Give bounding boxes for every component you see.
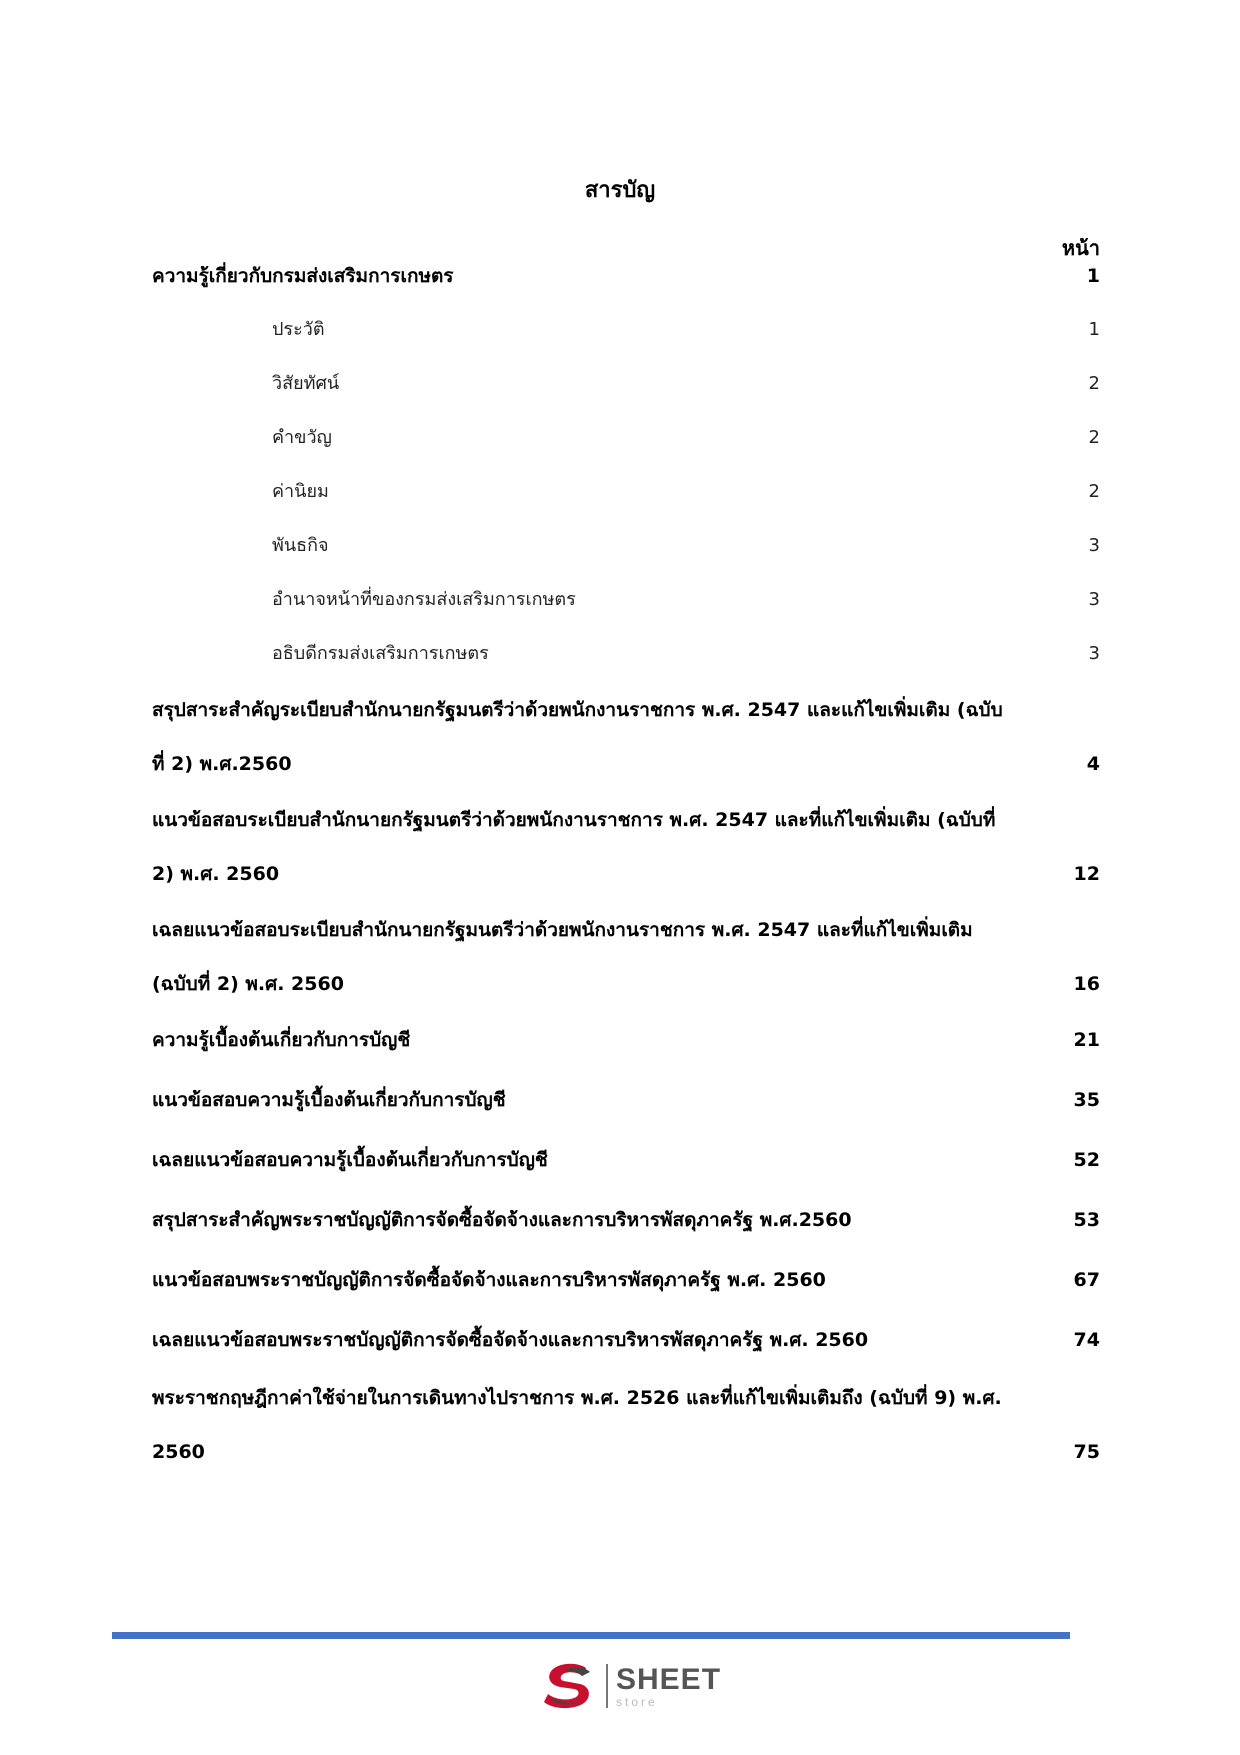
toc-entry-page: 4 xyxy=(1086,753,1100,775)
toc-entry-page: 67 xyxy=(1073,1269,1100,1291)
dot-leader xyxy=(208,1443,1071,1462)
toc-entry-title: วิสัยทัศน์ xyxy=(272,373,340,394)
toc-entry-page: 52 xyxy=(1073,1149,1100,1171)
toc-entry-title: (ฉบับที่ 2) พ.ศ. 2560 xyxy=(152,973,344,995)
logo-subword: store xyxy=(616,1694,658,1709)
toc-entry-title: อธิบดีกรมส่งเสริมการเกษตร xyxy=(272,643,489,664)
toc-entry-title: 2) พ.ศ. 2560 xyxy=(152,863,280,885)
dot-leader xyxy=(413,1031,1070,1050)
toc-entry-title: คำขวัญ xyxy=(272,427,332,448)
dot-leader xyxy=(551,1151,1071,1170)
dot-leader xyxy=(335,429,1086,447)
toc-entry-page: 74 xyxy=(1073,1329,1100,1351)
dot-leader xyxy=(579,591,1086,609)
dot-leader xyxy=(871,1331,1070,1350)
toc-entry-page: 75 xyxy=(1073,1441,1100,1463)
toc-entry-page: 3 xyxy=(1088,643,1100,664)
toc-subentry[interactable] xyxy=(272,354,1100,414)
toc-entry-title: ประวัติ xyxy=(272,319,325,340)
toc-entry-page: 3 xyxy=(1088,589,1100,610)
dot-leader xyxy=(332,537,1086,555)
dot-leader xyxy=(295,755,1084,774)
toc-entry-page: 2 xyxy=(1088,481,1100,502)
toc-entry-page: 53 xyxy=(1073,1209,1100,1231)
toc-entry-page: 1 xyxy=(1088,319,1100,340)
dot-leader xyxy=(509,1091,1071,1110)
toc-entry-title: อำนาจหน้าที่ของกรมส่งเสริมการเกษตร xyxy=(272,589,576,610)
toc-entry[interactable] xyxy=(152,246,1100,306)
toc-entry-page: 3 xyxy=(1088,535,1100,556)
toc-entry-title: เฉลยแนวข้อสอบความรู้เบื้องต้นเกี่ยวกับการบัญชี xyxy=(152,1149,548,1171)
toc-entry-title: 2560 xyxy=(152,1441,205,1463)
logo-word: SHEET xyxy=(616,1662,722,1696)
page-title: สารบัญ xyxy=(584,178,656,203)
dot-leader xyxy=(492,645,1086,663)
toc-entry-title: ความรู้เบื้องต้นเกี่ยวกับการบัญชี xyxy=(152,1029,411,1051)
toc-entry[interactable] xyxy=(152,900,1100,1014)
dot-leader xyxy=(342,375,1085,393)
toc-entry-title: เฉลยแนวข้อสอบพระราชบัญญัติการจัดซื้อจัดจ้างและการบริหารพัสดุภาครัฐ พ.ศ. 2560 xyxy=(152,1329,869,1351)
toc-entry-title: ที่ 2) พ.ศ.2560 xyxy=(152,753,292,775)
toc-entry[interactable] xyxy=(152,790,1100,904)
dot-leader xyxy=(282,865,1071,884)
page-column-label: หน้า xyxy=(1061,236,1100,260)
toc-entry-title-line1: เฉลยแนวข้อสอบระเบียบสำนักนายกรัฐมนตรีว่าด้วยพนักงานราชการ พ.ศ. 2547 และที่แก้ไขเพิ่มเติม xyxy=(152,919,973,941)
footer-rule xyxy=(112,1632,1070,1639)
toc-entry[interactable] xyxy=(152,1250,1100,1310)
toc-entry[interactable] xyxy=(152,1070,1100,1130)
toc-entry-page: 2 xyxy=(1088,427,1100,448)
toc-subentry[interactable] xyxy=(272,516,1100,576)
toc-entry-page: 21 xyxy=(1073,1029,1100,1051)
toc-entry[interactable] xyxy=(152,680,1100,794)
toc-subentry[interactable] xyxy=(272,462,1100,522)
logo-separator xyxy=(606,1664,608,1708)
toc-entry[interactable] xyxy=(152,1368,1100,1482)
toc-entry-title-line1: แนวข้อสอบระเบียบสำนักนายกรัฐมนตรีว่าด้วยพนักงานราชการ พ.ศ. 2547 และที่แก้ไขเพิ่มเติม (ฉบับที่ xyxy=(152,809,996,831)
toc-entry-page: 12 xyxy=(1073,863,1100,885)
toc-entry-title: ค่านิยม xyxy=(272,481,329,502)
toc-subentry[interactable] xyxy=(272,300,1100,360)
sheet-store-logo xyxy=(540,1660,721,1712)
sheet-store-s-icon xyxy=(540,1660,598,1712)
toc-entry-page: 16 xyxy=(1073,973,1100,995)
dot-leader xyxy=(328,321,1086,339)
toc-entry-title-line1: สรุปสาระสำคัญระเบียบสำนักนายกรัฐมนตรีว่าด้วยพนักงานราชการ พ.ศ. 2547 และแก้ไขเพิ่มเติม (ฉบับ xyxy=(152,699,1003,721)
toc-entry[interactable] xyxy=(152,1010,1100,1070)
toc-subentry[interactable] xyxy=(272,408,1100,468)
toc-entry-page: 35 xyxy=(1073,1089,1100,1111)
dot-leader xyxy=(829,1271,1071,1290)
toc-entry[interactable] xyxy=(152,1310,1100,1370)
toc-entry-title: แนวข้อสอบความรู้เบื้องต้นเกี่ยวกับการบัญชี xyxy=(152,1089,506,1111)
toc-entry-page: 2 xyxy=(1088,373,1100,394)
dot-leader xyxy=(855,1211,1071,1230)
toc-entry-title: ความรู้เกี่ยวกับกรมส่งเสริมการเกษตร xyxy=(152,265,454,287)
toc-entry-title: แนวข้อสอบพระราชบัญญัติการจัดซื้อจัดจ้างและการบริหารพัสดุภาครัฐ พ.ศ. 2560 xyxy=(152,1269,826,1291)
toc-entry-title: สรุปสาระสำคัญพระราชบัญญัติการจัดซื้อจัดจ้างและการบริหารพัสดุภาครัฐ พ.ศ.2560 xyxy=(152,1209,852,1231)
dot-leader xyxy=(347,975,1071,994)
toc-subentry[interactable] xyxy=(272,570,1100,630)
dot-leader xyxy=(457,267,1084,286)
toc-entry-title-line1: พระราชกฤษฎีกาค่าใช้จ่ายในการเดินทางไปราชการ พ.ศ. 2526 และที่แก้ไขเพิ่มเติมถึง (ฉบับที่ 9) พ.ศ. xyxy=(152,1387,1002,1409)
toc-entry-title: พันธกิจ xyxy=(272,535,329,556)
toc-entry[interactable] xyxy=(152,1130,1100,1190)
dot-leader xyxy=(332,483,1086,501)
toc-subentry[interactable] xyxy=(272,624,1100,684)
toc-entry-page: 1 xyxy=(1086,265,1100,287)
toc-entry[interactable] xyxy=(152,1190,1100,1250)
